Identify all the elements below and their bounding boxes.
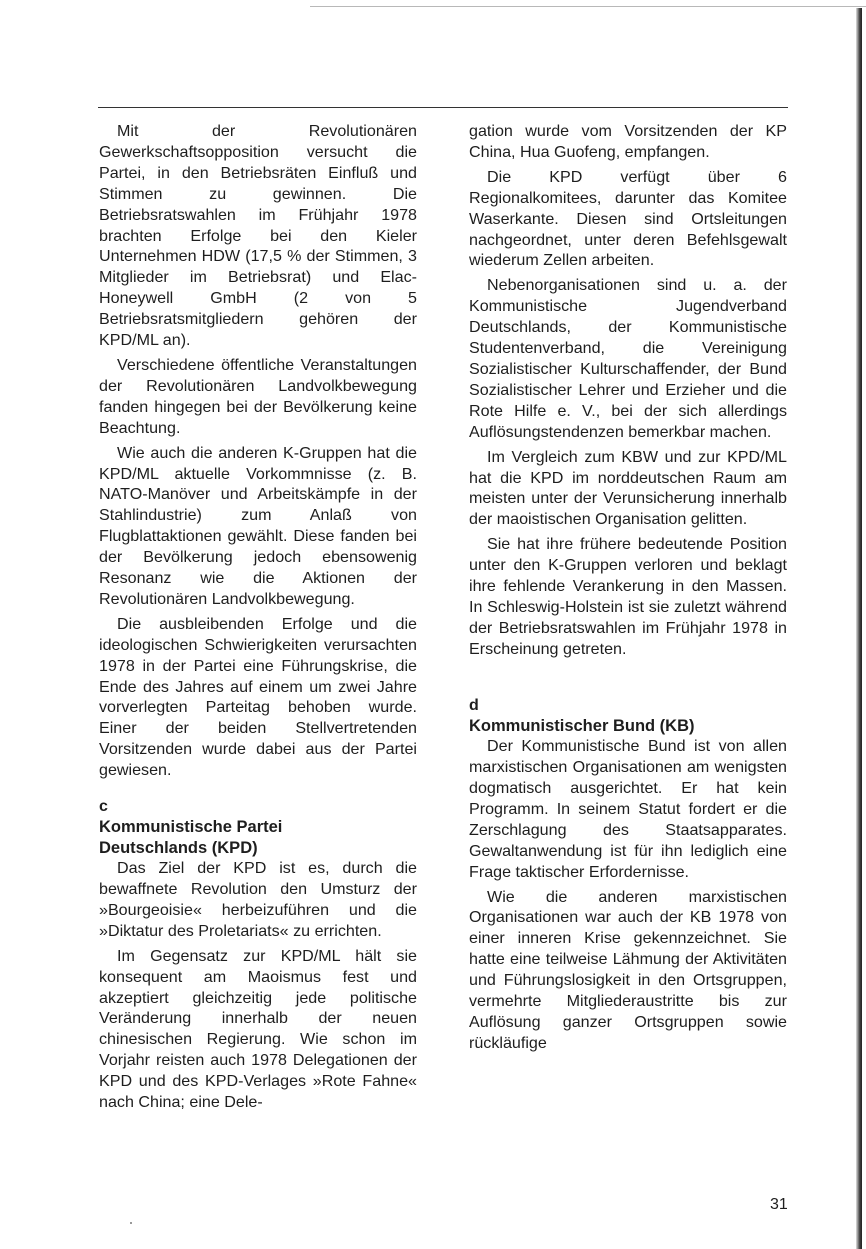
- scan-top-edge: [310, 6, 866, 7]
- header-rule: [98, 107, 788, 108]
- section-title: Kommunistische Partei: [99, 818, 283, 837]
- paragraph: Die ausbleibenden Erfolge und die ideologischen Schwierigkeiten verursachten 1978 in der Partei eine Führungskrise, die Ende des Jahres auf einem um zwei Jahre vorverlegten Parteitag behoben wurde. Einer der beiden Stellvertretenden Vorsitzenden wurde dabei aus der Partei gewiesen.: [99, 614, 417, 780]
- paragraph: Die KPD verfügt über 6 Regionalkomitees, darunter das Komitee Waserkante. Diesen sind Ortsleitungen nachgeordnet, unter deren Befehlsgewalt wiederum Zellen arbeiten.: [469, 167, 787, 270]
- paragraph: Der Kommunistische Bund ist von allen marxistischen Organisationen am wenigsten dogmatisch ausgerichtet. Er hat kein Programm. In seinem Statut fordert er die Zerschlagung des Staatsapparates. Gewaltanwendung ist für ihn lediglich eine Frage taktischer Erfordernisse.: [469, 737, 787, 881]
- section-c-heading: [99, 797, 417, 858]
- section-title: Kommunistischer Bund (KB): [469, 716, 695, 735]
- paragraph: gation wurde vom Vorsitzenden der KP China, Hua Guofeng, empfangen.: [469, 122, 787, 161]
- section-letter: d: [469, 696, 479, 714]
- scan-speck: [130, 1222, 132, 1224]
- section-d-heading: [469, 696, 787, 737]
- paragraph: Im Gegensatz zur KPD/ML hält sie konsequent am Maoismus fest und akzeptiert gleichzeitig jede politische Veränderung innerhalb der neuen chinesischen Regierung. Wie schon im Vorjahr reisten auch 1978 Delegationen der KPD und des KPD-Verlages »Rote Fahne« nach China; eine Dele-: [99, 946, 417, 1112]
- section-letter: c: [99, 798, 108, 816]
- section-title: Deutschlands (KPD): [99, 838, 258, 857]
- paragraph: Das Ziel der KPD ist es, durch die bewaffnete Revolution den Umsturz der »Bourgeoisie« herbeizuführen und die »Diktatur des Proletariats« zu errichten.: [99, 859, 417, 940]
- paragraph: Sie hat ihre frühere bedeutende Position unter den K-Gruppen verloren und beklagt ihre fehlende Verankerung in den Massen. In Schleswig-Holstein ist sie zuletzt während der Betriebsratswahlen im Frühjahr 1978 in Erscheinung getreten.: [469, 535, 787, 658]
- paragraph: Verschiedene öffentliche Veranstaltungen der Revolutionären Landvolkbewegung fanden hingegen bei der Bevölkerung keine Beachtung.: [99, 355, 417, 437]
- paragraph: Wie auch die anderen K-Gruppen hat die KPD/ML aktuelle Vorkommnisse (z. B. NATO-Manöver und Arbeitskämpfe in der Stahlindustrie) zum Anlaß von Flugblattaktionen gewählt. Diese fanden bei der Bevölkerung jedoch ebensowenig Resonanz wie die Aktionen der Revolutionären Landvolkbewegung.: [99, 443, 417, 608]
- paragraph: Mit der Revolutionären Gewerkschaftsopposition versucht die Partei, in den Betriebsräten Einfluß und Stimmen zu gewinnen. Die Betriebsratswahlen im Frühjahr 1978 brachten Erfolge bei den Kieler Unternehmen HDW (17,5 % der Stimmen, 3 Mitglieder im Betriebsrat) und Elac-Honeywell GmbH (2 von 5 Betriebsratsmitgliedern gehören der KPD/ML an).: [99, 122, 417, 350]
- left-column: [99, 121, 417, 1117]
- right-column: [469, 121, 787, 1058]
- paragraph: Nebenorganisationen sind u. a. der Kommunistische Jugendverband Deutschlands, der Kommunistische Studentenverband, die Vereinigung Sozialistischer Kulturschaffender, der Bund Sozialistischer Lehrer und Erzieher und die Rote Hilfe e. V., bei der sich allerdings Auflösungstendenzen bemerkbar machen.: [469, 276, 787, 441]
- paragraph: Wie die anderen marxistischen Organisationen war auch der KB 1978 von einer inneren Krise gekennzeichnet. Sie hatte eine teilweise Lähmung der Aktivitäten und Führungslosigkeit in den Ortsgruppen, vermehrte Mitgliederaustritte bis zur Auflösung ganzer Ortsgruppen sowie rückläufige: [469, 887, 787, 1052]
- paragraph: Im Vergleich zum KBW und zur KPD/ML hat die KPD im norddeutschen Raum am meisten unter der Verunsicherung innerhalb der maoistischen Organisation gelitten.: [469, 447, 787, 529]
- page-number: 31: [770, 1196, 788, 1213]
- scan-page-edge-shadow: [856, 8, 862, 1249]
